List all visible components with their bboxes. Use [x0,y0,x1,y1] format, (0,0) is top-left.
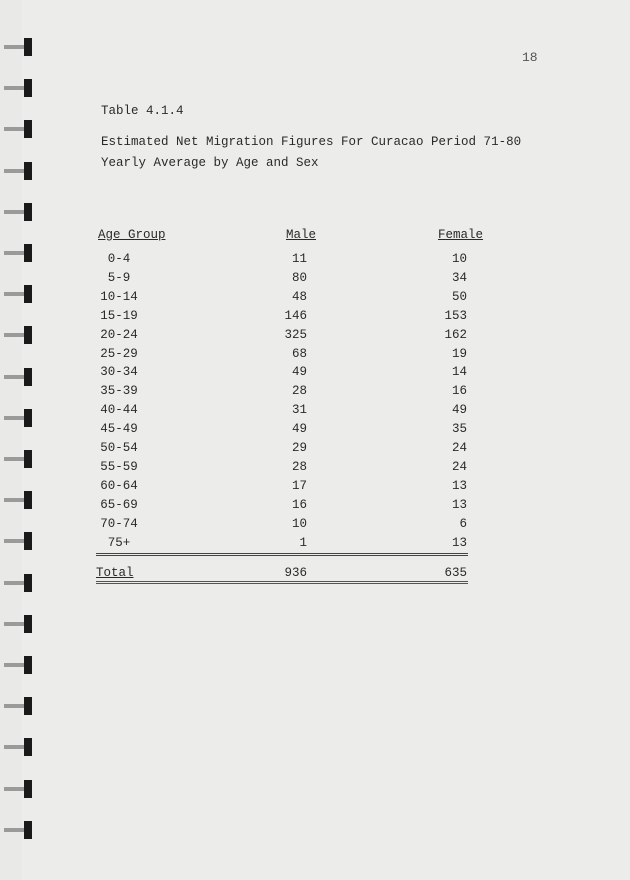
table-row [0,384,630,403]
male-cell: 68 [291,346,307,361]
ring-wire [4,704,26,708]
binding-ring [4,740,34,754]
binding-ring [4,617,34,631]
female-cell: 13 [451,497,467,512]
male-cell: 48 [291,289,307,304]
male-cell: 28 [291,384,307,399]
age-group-cell: 75+ [107,535,131,550]
table-row [0,365,630,384]
male-cell: 28 [291,459,307,474]
ring-wire [4,169,26,173]
male-cell: 49 [291,365,307,380]
ring-wire [4,622,26,626]
age-group-cell: 30-34 [100,365,138,380]
ring-wire [4,127,26,131]
total-underline [96,581,468,582]
female-cell: 16 [451,384,467,399]
age-group-cell: 35-39 [100,384,138,399]
binding-ring [4,205,34,219]
ring-hole [24,203,32,221]
female-cell: 6 [459,516,467,531]
female-cell: 24 [451,441,467,455]
male-cell: 31 [291,403,307,418]
binding-ring [4,164,34,178]
ring-hole [24,697,32,715]
age-group-cell: 15-19 [100,308,138,323]
age-group-cell: 40-44 [100,403,138,418]
table-row [0,460,630,479]
female-cell: 24 [451,459,467,474]
age-group-cell: 20-24 [100,327,138,342]
ring-hole [24,38,32,56]
table-row [0,347,630,366]
binding-ring [4,823,34,837]
header-age-group: Age Group [98,228,166,242]
female-cell: 35 [451,422,467,437]
table-row [0,252,630,271]
ring-hole [24,79,32,97]
male-cell: 16 [291,497,307,512]
binding-ring [4,782,34,796]
table-row [0,441,630,460]
table-row [0,403,630,422]
ring-wire [4,45,26,49]
ring-wire [4,210,26,214]
table-title: Estimated Net Migration Figures For Curacao Period 71-80 [101,135,522,149]
female-cell: 34 [451,270,467,285]
total-label: Total [96,566,134,580]
age-group-cell: 0-4 [107,252,131,266]
female-cell: 50 [451,289,467,304]
table-row [0,536,630,555]
table-row [0,271,630,290]
binding-ring [4,40,34,54]
binding-ring [4,699,34,713]
female-cell: 153 [444,308,467,323]
age-group-cell: 25-29 [100,346,138,361]
total-underline [96,583,468,584]
ring-wire [4,86,26,90]
male-cell: 29 [291,441,307,455]
table-caption: Table 4.1.4 [101,104,184,118]
age-group-cell: 55-59 [100,459,138,474]
binding-ring [4,122,34,136]
table-row [0,498,630,517]
age-group-cell: 65-69 [100,497,138,512]
ring-hole [24,821,32,839]
binding-ring [4,81,34,95]
table-rule [96,555,468,556]
ring-hole [24,656,32,674]
total-male: 936 [284,566,307,580]
ring-hole [24,738,32,756]
age-group-cell: 70-74 [100,516,138,531]
table-row [0,328,630,347]
table-subtitle: Yearly Average by Age and Sex [101,156,319,170]
binding-ring [4,658,34,672]
male-cell: 1 [299,535,307,550]
table-row [0,479,630,498]
table-row [0,290,630,309]
ring-wire [4,745,26,749]
ring-hole [24,615,32,633]
age-group-cell: 5-9 [107,270,131,285]
ring-wire [4,828,26,832]
age-group-cell: 10-14 [100,289,138,304]
age-group-cell: 50-54 [100,441,138,455]
female-cell: 13 [451,478,467,493]
male-cell: 146 [284,308,307,323]
female-cell: 13 [451,535,467,550]
ring-hole [24,120,32,138]
female-cell: 10 [451,252,467,266]
female-cell: 162 [444,327,467,342]
male-cell: 11 [291,252,307,266]
female-cell: 49 [451,403,467,418]
female-cell: 14 [451,365,467,380]
age-group-cell: 45-49 [100,422,138,437]
ring-hole [24,162,32,180]
male-cell: 80 [291,270,307,285]
ring-wire [4,663,26,667]
total-female: 635 [444,566,467,580]
header-female: Female [438,228,484,242]
header-male: Male [286,228,317,242]
ring-wire [4,787,26,791]
table-row [0,422,630,441]
table-row [0,517,630,536]
male-cell: 10 [291,516,307,531]
ring-hole [24,780,32,798]
page-number: 18 [522,50,538,65]
male-cell: 17 [291,478,307,493]
female-cell: 19 [451,346,467,361]
male-cell: 49 [291,422,307,437]
male-cell: 325 [284,327,307,342]
table-row [0,309,630,328]
table-rule [96,553,468,554]
age-group-cell: 60-64 [100,478,138,493]
